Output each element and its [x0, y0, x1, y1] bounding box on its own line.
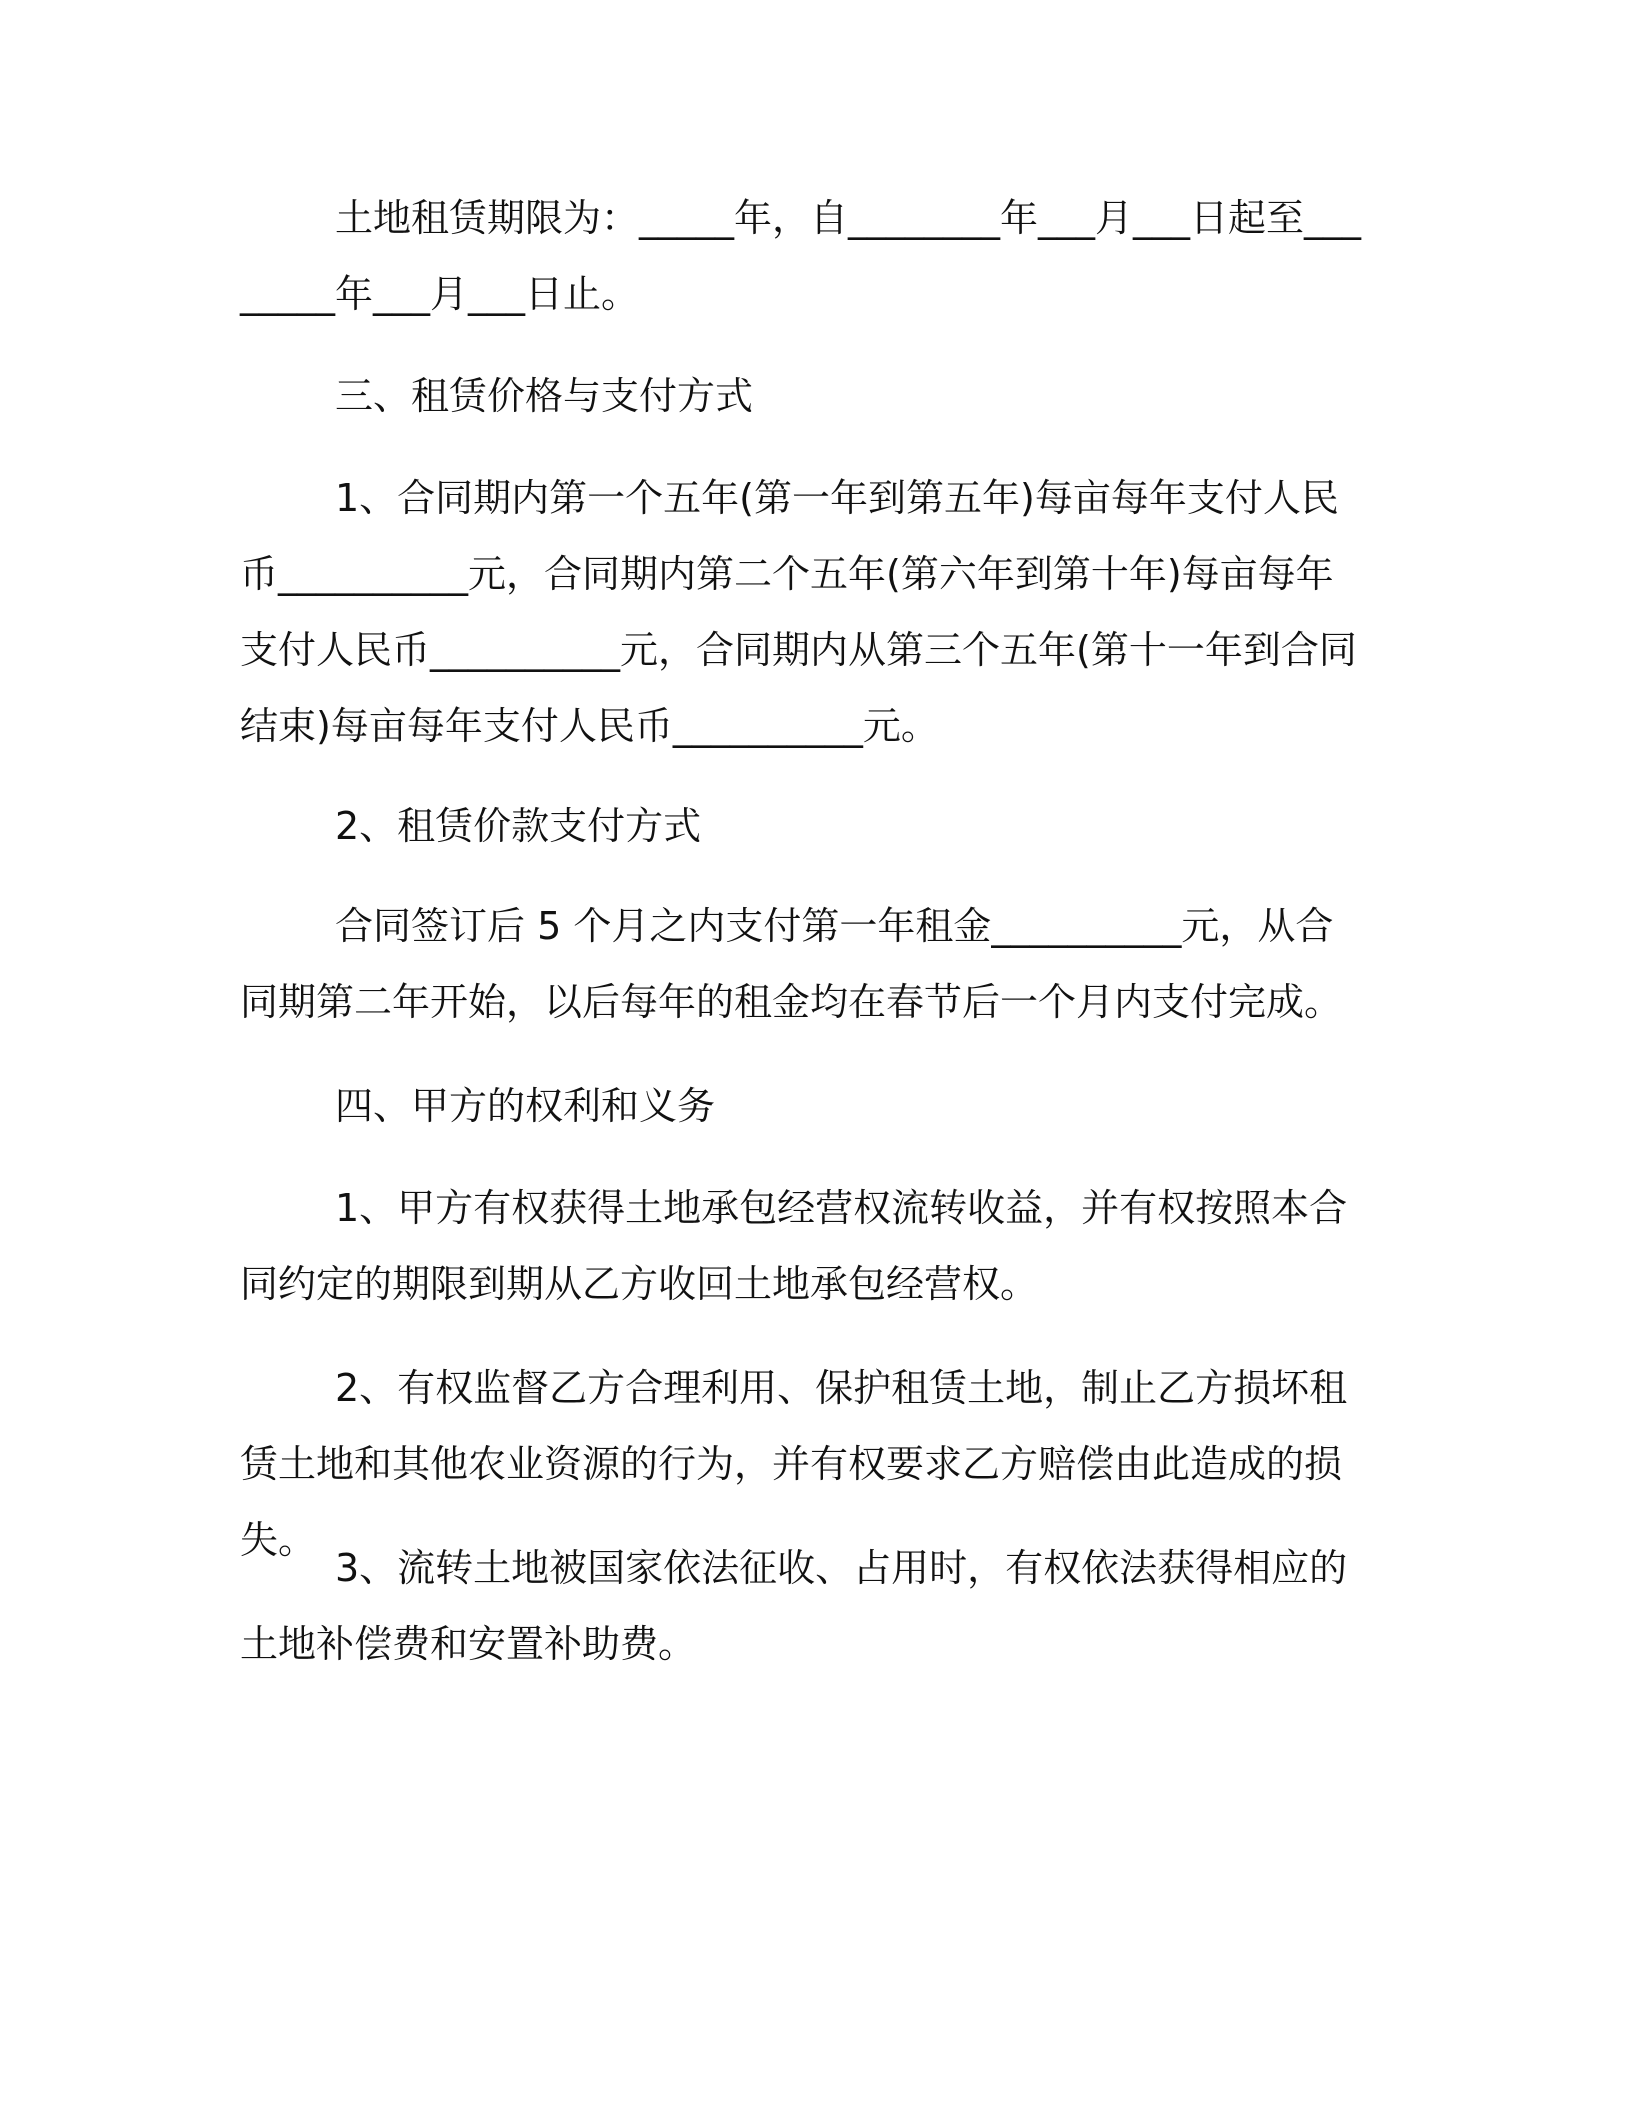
- section-three-heading: 三、租赁价格与支付方式: [335, 374, 754, 418]
- rent-price-paragraph: 1、合同期内第一个五年(第一年到第五年)每亩每年支付人民币__________元，合同期内第二个五年(第六年到第十年)每亩每年支付人民币__________元，合同期内从第三个五年(第十一年到合同结束)每亩每年支付人民币__________元。: [240, 476, 1357, 748]
- party-a-right-2: 2、有权监督乙方合理利用、保护租赁土地，制止乙方损坏租赁土地和其他农业资源的行为，并有权要求乙方赔偿由此造成的损失。: [240, 1366, 1348, 1562]
- section-four-heading: 四、甲方的权利和义务: [335, 1084, 716, 1128]
- payment-method-heading: 2、租赁价款支付方式: [335, 804, 702, 848]
- party-a-right-3: 3、流转土地被国家依法征收、占用时，有权依法获得相应的土地补偿费和安置补助费。: [240, 1546, 1348, 1666]
- lease-term-paragraph: 土地租赁期限为：_____年，自________年___月___日起至________年___月___日止。: [240, 196, 1362, 316]
- payment-method-paragraph: 合同签订后 5 个月之内支付第一年租金__________元，从合同期第二年开始，以后每年的租金均在春节后一个月内支付完成。: [240, 904, 1343, 1024]
- party-a-right-1: 1、甲方有权获得土地承包经营权流转收益，并有权按照本合同约定的期限到期从乙方收回土地承包经营权。: [240, 1186, 1348, 1306]
